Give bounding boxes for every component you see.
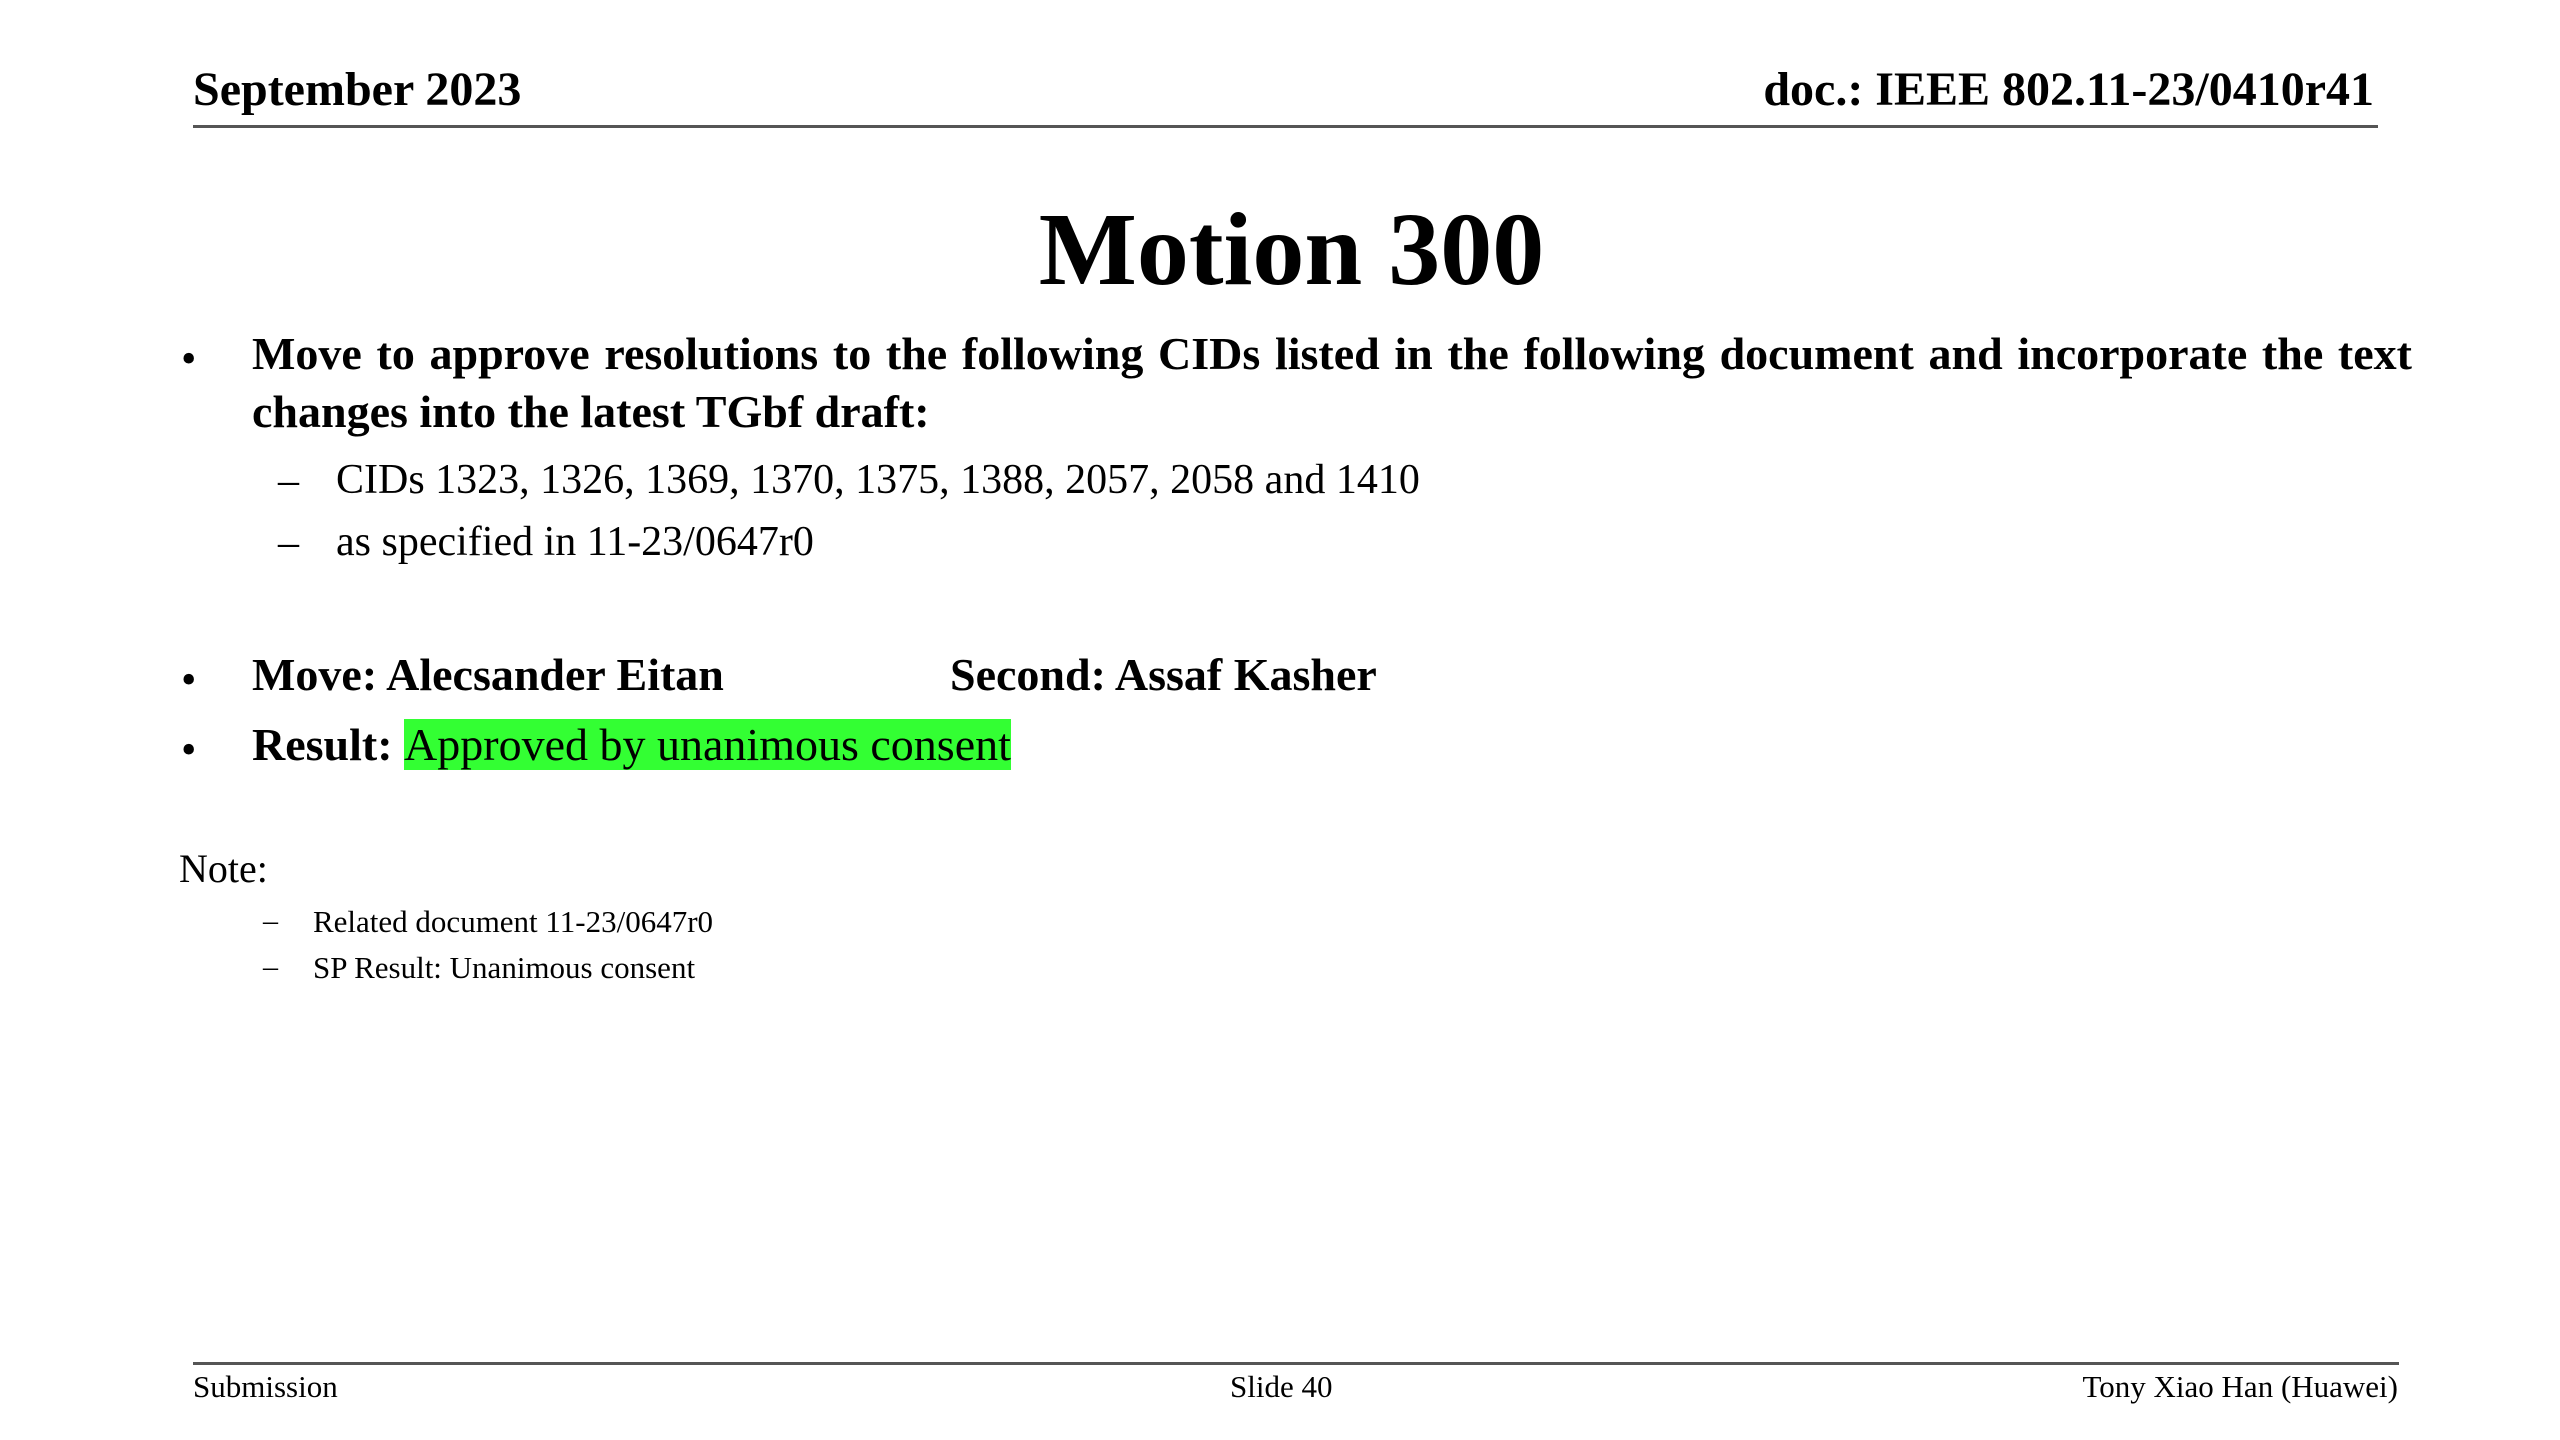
mover: Move: Alecsander Eitan <box>252 649 724 700</box>
footer-slide-number: Slide 40 <box>1230 1369 1333 1404</box>
motion-text: Move to approve resolutions to the following CIDs listed in the following document and incorporate the text changes into the latest TGbf draft: <box>252 328 2412 437</box>
header-date: September 2023 <box>193 63 522 116</box>
dash-icon: – <box>263 950 278 983</box>
slide-title: Motion 300 <box>1038 192 1545 307</box>
result-label: Result: <box>252 719 393 770</box>
dash-icon: – <box>263 904 278 937</box>
dash-icon: – <box>278 458 299 504</box>
note-item-related-document: Related document 11-23/0647r0 <box>313 904 714 939</box>
bullet-icon: • <box>181 334 197 383</box>
cid-list: CIDs 1323, 1326, 1369, 1370, 1375, 1388, 2057, 2058 and 1410 <box>336 457 1420 503</box>
bullet-icon: • <box>181 725 197 774</box>
note-label: Note: <box>179 846 268 891</box>
dash-icon: – <box>278 520 299 566</box>
footer-submission: Submission <box>193 1369 338 1404</box>
header-rule <box>193 125 2378 128</box>
result-value-highlight: Approved by unanimous consent <box>404 719 1011 770</box>
footer-author: Tony Xiao Han (Huawei) <box>2082 1369 2398 1404</box>
footer-rule <box>193 1362 2399 1365</box>
bullet-icon: • <box>181 655 197 704</box>
result-line <box>252 716 1011 774</box>
note-item-sp-result: SP Result: Unanimous consent <box>313 950 696 985</box>
header-doc-number: doc.: IEEE 802.11-23/0410r41 <box>1763 63 2374 116</box>
seconder: Second: Assaf Kasher <box>950 649 1377 700</box>
spec-reference: as specified in 11-23/0647r0 <box>336 519 814 565</box>
